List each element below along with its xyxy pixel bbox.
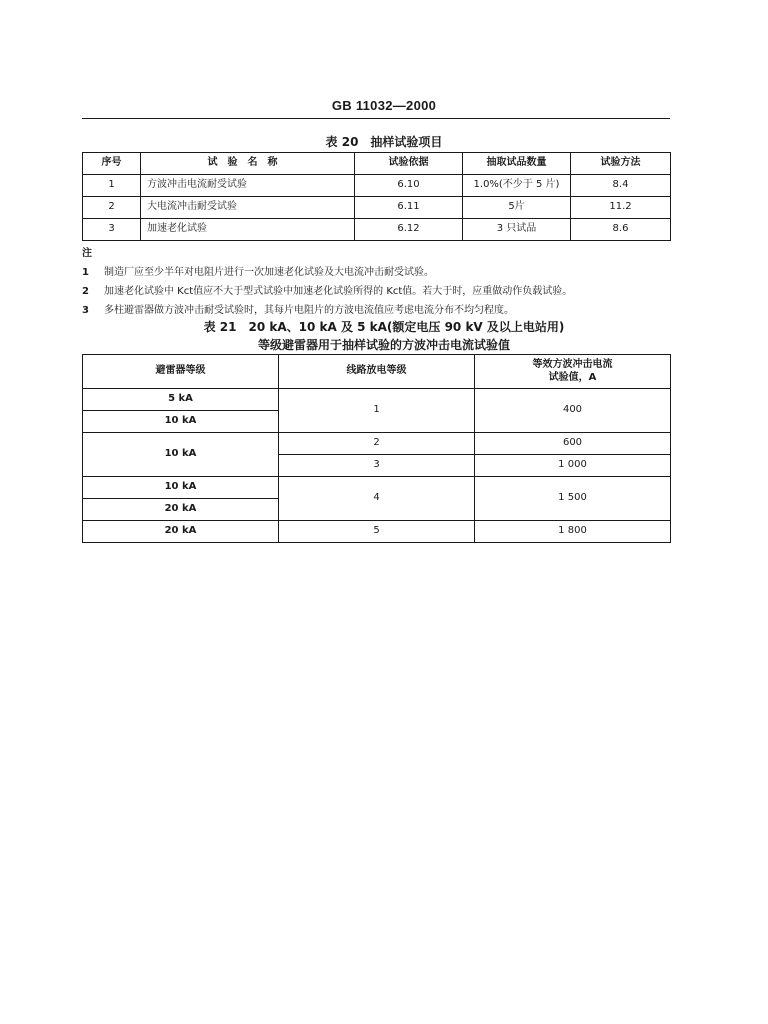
header-line-discharge-class: 线路放电等级 xyxy=(279,355,475,389)
cell-basis: 6.10 xyxy=(355,175,463,197)
cell-test-value: 400 xyxy=(475,389,671,433)
cell-basis: 6.12 xyxy=(355,219,463,241)
note-number: 2 xyxy=(82,286,89,297)
cell-arrester-class: 5 kA xyxy=(83,389,279,411)
table-row xyxy=(83,521,671,543)
cell-arrester-class: 20 kA xyxy=(83,499,279,521)
table-row xyxy=(83,389,671,411)
cell-arrester-class: 20 kA xyxy=(83,521,279,543)
table-21 xyxy=(82,354,671,543)
cell-quantity: 1.0%(不少于 5 片) xyxy=(463,175,571,197)
note-number: 3 xyxy=(82,305,89,316)
cell-line-class: 4 xyxy=(279,477,475,521)
table-20 xyxy=(82,152,671,241)
table-row xyxy=(83,477,671,499)
cell-quantity: 5片 xyxy=(463,197,571,219)
cell-line-class: 3 xyxy=(279,455,475,477)
document-header: GB 11032—2000 xyxy=(331,98,437,113)
cell-arrester-class: 10 kA xyxy=(83,411,279,433)
cell-test-value: 1 500 xyxy=(475,477,671,521)
header-quantity: 抽取试品数量 xyxy=(463,153,571,175)
table-header-row xyxy=(83,355,671,389)
header-rule xyxy=(82,118,670,119)
cell-no: 3 xyxy=(83,219,141,241)
header-test-value xyxy=(475,355,671,389)
cell-line-class: 5 xyxy=(279,521,475,543)
header-no: 序号 xyxy=(83,153,141,175)
table-21-subtitle: 等级避雷器用于抽样试验的方波冲击电流试验值 xyxy=(257,338,510,352)
notes-block xyxy=(82,244,682,320)
header-arrester-class: 避雷器等级 xyxy=(83,355,279,389)
table-row xyxy=(83,219,671,241)
cell-arrester-class: 10 kA xyxy=(83,477,279,499)
header-test-name: 试验名称 xyxy=(141,153,355,175)
cell-test-value: 600 xyxy=(475,433,671,455)
header-test-value-line2: 试验值，A xyxy=(548,371,597,383)
cell-name: 大电流冲击耐受试验 xyxy=(141,197,355,219)
cell-name: 加速老化试验 xyxy=(141,219,355,241)
note-item xyxy=(82,282,682,301)
note-text: 制造厂应至少半年对电阻片进行一次加速老化试验及大电流冲击耐受试验。 xyxy=(104,267,434,278)
table-row xyxy=(83,175,671,197)
cell-method: 8.6 xyxy=(571,219,671,241)
table-row xyxy=(83,433,671,455)
cell-line-class: 2 xyxy=(279,433,475,455)
header-method: 试验方法 xyxy=(571,153,671,175)
header-test-value-line1: 等效方波冲击电流 xyxy=(532,359,613,370)
cell-no: 2 xyxy=(83,197,141,219)
cell-basis: 6.11 xyxy=(355,197,463,219)
cell-test-value: 1 800 xyxy=(475,521,671,543)
cell-test-value: 1 000 xyxy=(475,455,671,477)
table-20-title: 表 20 抽样试验项目 xyxy=(325,135,443,149)
notes-label: 注 xyxy=(82,248,92,259)
header-basis: 试验依据 xyxy=(355,153,463,175)
note-text: 多柱避雷器做方波冲击耐受试验时，其每片电阻片的方波电流值应考虑电流分布不均匀程度。 xyxy=(104,305,514,316)
cell-name: 方波冲击电流耐受试验 xyxy=(141,175,355,197)
cell-method: 8.4 xyxy=(571,175,671,197)
note-text: 加速老化试验中 Kct值应不大于型式试验中加速老化试验所得的 Kct值。若大于时，应重做动作负载试验。 xyxy=(104,286,573,297)
cell-arrester-class: 10 kA xyxy=(83,433,279,477)
cell-line-class: 1 xyxy=(279,389,475,433)
table-21-title: 表 21 20 kA、10 kA 及 5 kA(额定电压 90 kV 及以上电站用) xyxy=(203,320,565,334)
cell-no: 1 xyxy=(83,175,141,197)
cell-quantity: 3 只试品 xyxy=(463,219,571,241)
table-header-row xyxy=(83,153,671,175)
note-item xyxy=(82,263,682,282)
note-number: 1 xyxy=(82,267,89,278)
cell-method: 11.2 xyxy=(571,197,671,219)
table-row xyxy=(83,197,671,219)
